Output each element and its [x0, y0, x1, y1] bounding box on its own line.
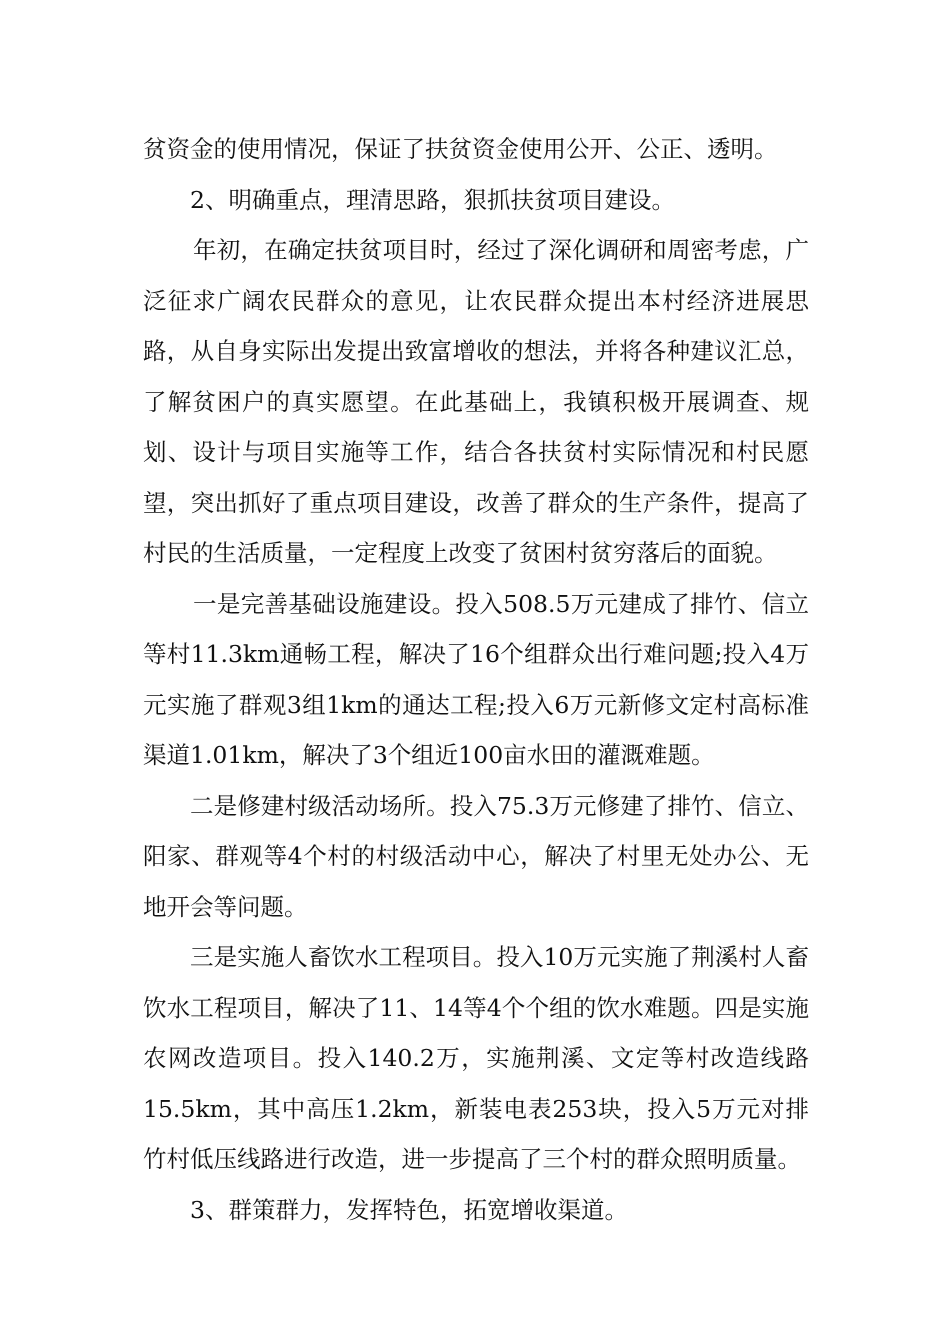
paragraph-continuation: 贫资金的使用情况，保证了扶贫资金使用公开、公正、透明。 [143, 135, 778, 163]
section-heading-2: 2、明确重点，理清思路，狠抓扶贫项目建设。 [190, 185, 675, 214]
paragraph-project-intro: 年初，在确定扶贫项目时，经过了深化调研和周密考虑，广泛征求广阔农民群众的意见，让农民群众提出本村经济进展思路，从自身实际出发提出致富增收的想法，并将各种建议汇总，了解贫困户的真实愿望。在此基础上，我镇积极开展调查、规划、设计与项目实施等工作，结合各扶贫村实际情况和村民愿望，突出抓好了重点项目建设，改善了群众的生产条件，提高了村民的生活质量，一定程度上改变了贫困村贫穷落后的面貌。 [143, 236, 809, 567]
paragraph-activity-venues: 二是修建村级活动场所。投入75.3万元修建了排竹、信立、阳家、群观等4个村的村级活动中心，解决了村里无处办公、无地开会等问题。 [143, 791, 809, 921]
document-body [143, 124, 809, 1235]
paragraph-water-and-grid: 三是实施人畜饮水工程项目。投入10万元实施了荆溪村人畜饮水工程项目，解决了11、14等4个个组的饮水难题。四是实施农网改造项目。投入140.2万，实施荆溪、文定等村改造线路15.5km，其中高压1.2km，新装电表253块，投入5万元对排竹村低压线路进行改造，进一步提高了三个村的群众照明质量。 [143, 943, 809, 1173]
section-heading-3: 3、群策群力，发挥特色，拓宽增收渠道。 [190, 1195, 628, 1224]
paragraph-infrastructure: 一是完善基础设施建设。投入508.5万元建成了排竹、信立等村11.3km通畅工程，解决了16个组群众出行难问题;投入4万元实施了群观3组1km的通达工程;投入6万元新修文定村高标准渠道1.01km，解决了3个组近100亩水田的灌溉难题。 [143, 589, 809, 769]
